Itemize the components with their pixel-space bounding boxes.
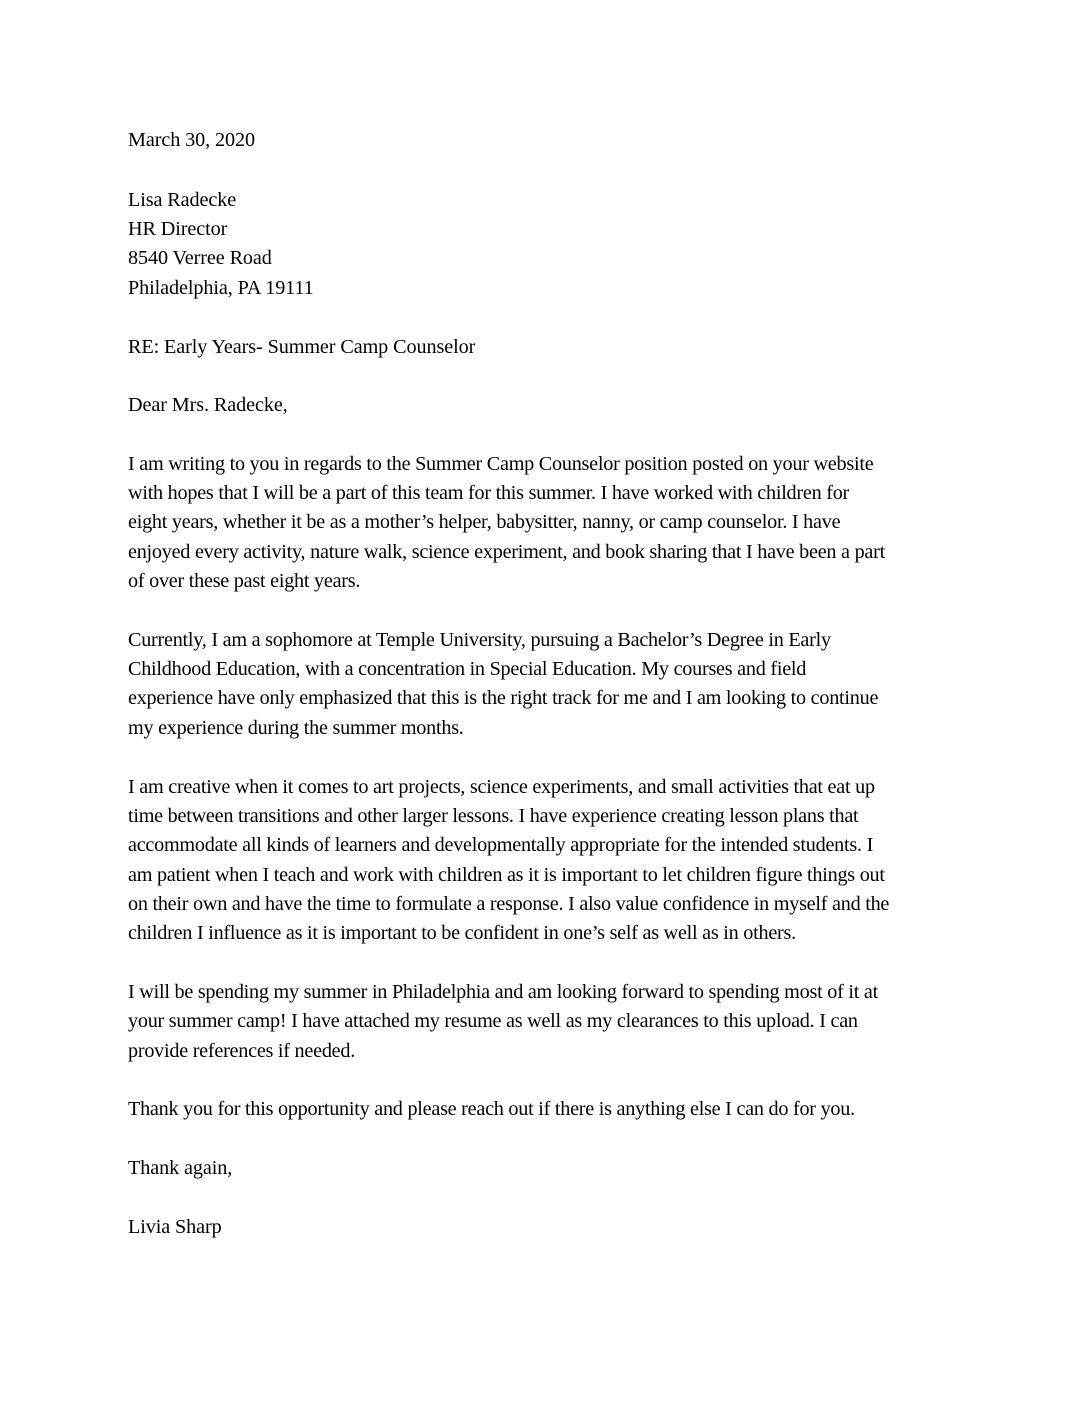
paragraph-line: I am writing to you in regards to the Summer Camp Counselor position posted on your website xyxy=(128,453,874,475)
letter-closing: Thank again, xyxy=(128,1157,233,1179)
paragraph-line: time between transitions and other larger lessons. I have experience creating lesson plans that xyxy=(128,805,859,827)
letter-salutation: Dear Mrs. Radecke, xyxy=(128,394,288,416)
paragraph-line: Currently, I am a sophomore at Temple University, pursuing a Bachelor’s Degree in Early xyxy=(128,629,831,651)
paragraph-line: I will be spending my summer in Philadelphia and am looking forward to spending most of it at xyxy=(128,981,878,1003)
letter-subject: RE: Early Years- Summer Camp Counselor xyxy=(128,336,476,358)
paragraph-line: my experience during the summer months. xyxy=(128,717,464,739)
paragraph-line: eight years, whether it be as a mother’s helper, babysitter, nanny, or camp counselor. I have xyxy=(128,511,841,533)
paragraph-line: with hopes that I will be a part of this team for this summer. I have worked with children for xyxy=(128,482,850,504)
paragraph-line: accommodate all kinds of learners and developmentally appropriate for the intended students. I xyxy=(128,834,874,856)
paragraph-line: Childhood Education, with a concentration in Special Education. My courses and field xyxy=(128,658,807,680)
letter-signature: Livia Sharp xyxy=(128,1216,222,1238)
recipient-title: HR Director xyxy=(128,218,228,240)
paragraph-line: I am creative when it comes to art projects, science experiments, and small activities that eat up xyxy=(128,776,875,798)
paragraph-line: provide references if needed. xyxy=(128,1040,356,1062)
paragraph-line: your summer camp! I have attached my resume as well as my clearances to this upload. I can xyxy=(128,1010,858,1032)
paragraph-line: of over these past eight years. xyxy=(128,570,361,592)
paragraph-line: Thank you for this opportunity and please reach out if there is anything else I can do for you. xyxy=(128,1098,855,1120)
paragraph-line: on their own and have the time to formulate a response. I also value confidence in myself and the xyxy=(128,893,890,915)
paragraph-line: children I influence as it is important to be confident in one’s self as well as in others. xyxy=(128,922,796,944)
paragraph-line: experience have only emphasized that this is the right track for me and I am looking to continue xyxy=(128,687,879,709)
letter-date: March 30, 2020 xyxy=(128,129,255,151)
recipient-street: 8540 Verree Road xyxy=(128,247,272,269)
paragraph-line: am patient when I teach and work with children as it is important to let children figure things out xyxy=(128,864,885,886)
recipient-city-state-zip: Philadelphia, PA 19111 xyxy=(128,277,314,299)
recipient-name: Lisa Radecke xyxy=(128,189,237,211)
paragraph-line: enjoyed every activity, nature walk, science experiment, and book sharing that I have been a part xyxy=(128,541,885,563)
